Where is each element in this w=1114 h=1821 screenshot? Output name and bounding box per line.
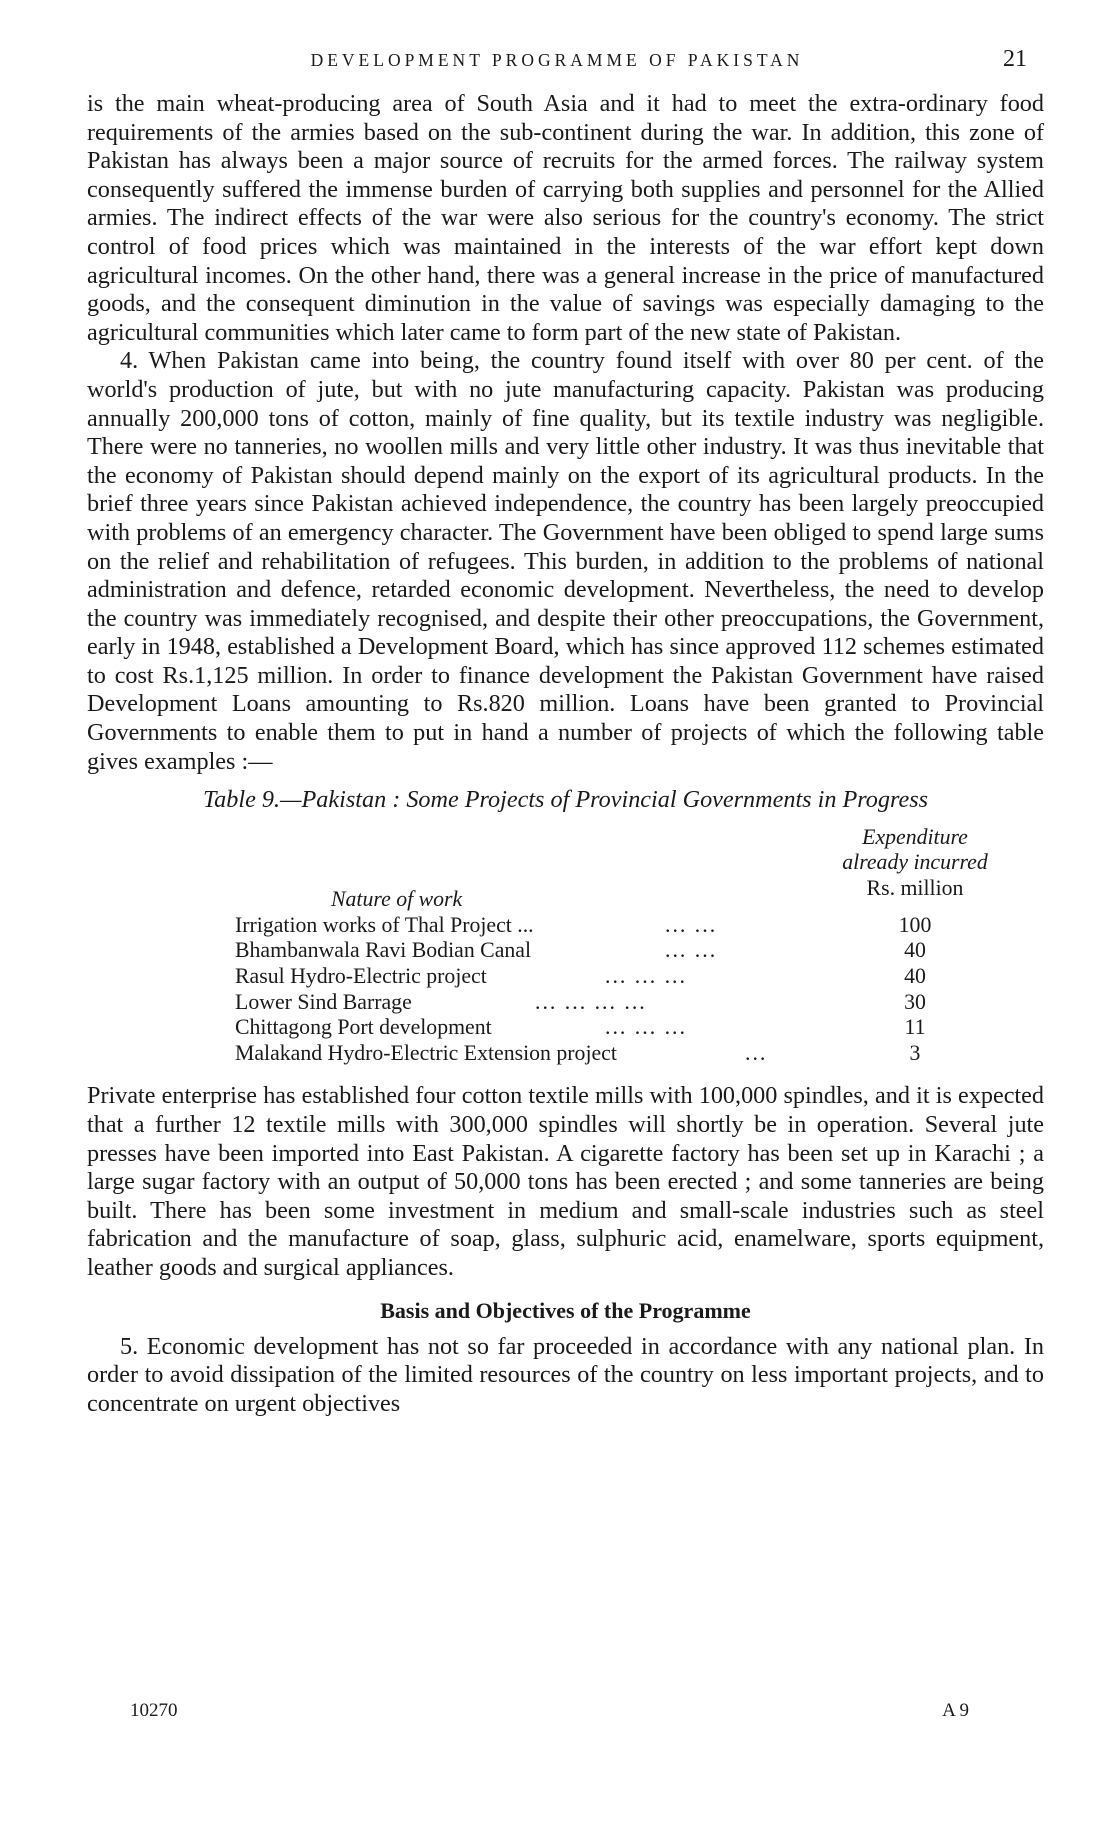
table-cell-work: Bhambanwala Ravi Bodian Canal (235, 938, 532, 963)
table-cell-value: 40 (904, 964, 926, 989)
table-cell-leader: ... (745, 1040, 768, 1065)
table-cell-leader: ... ... ... (605, 964, 687, 989)
table-cell-work: Rasul Hydro-Electric project (235, 964, 487, 989)
table-row (235, 964, 1025, 990)
table-cell-leader: ... ... ... (605, 1015, 687, 1040)
projects-table (235, 825, 1025, 1067)
table-cell-value: 3 (909, 1040, 921, 1065)
running-title: DEVELOPMENT PROGRAMME OF PAKISTAN (310, 50, 804, 70)
table-cell-value: 30 (904, 989, 926, 1014)
page-body (87, 90, 1044, 1418)
column-header-exp-line2: already incurred (842, 850, 988, 875)
paragraph-2: 4. When Pakistan came into being, the country found itself with over 80 per cent. of the world's production of jute, but with no jute manufacturing capacity. Pakistan was producing annually 200,000 tons of cotton, mainly of fine quality, but its textile industry was negligible. There were no tanneries, no woollen mills and very little other industry. It was thus inevitable that the economy of Pakistan should depend mainly on the export of its agricultural products. In the brief three years since Pakistan achieved independence, the country has been largely preoccupied with problems of an emergency character. The Government have been obliged to spend large sums on the relief and rehabilitation of refugees. This burden, in addition to the problems of national administration and defence, retarded economic development. Nevertheless, the need to develop the country was immediately recognised, and despite their other preoccupations, the Government, early in 1948, established a Development Board, which has since approved 112 schemes estimated to cost Rs.1,125 million. In order to finance development the Pakistan Government have raised Development Loans amounting to Rs.820 million. Loans have been granted to Provincial Governments to enable them to put in hand a number of projects of which the following table gives examples :— (87, 347, 1044, 775)
printer-code: 10270 (130, 1700, 178, 1721)
column-header-expenditure (815, 825, 1015, 901)
table-cell-value: 100 (898, 912, 932, 937)
table-cell-value: 11 (904, 1015, 926, 1040)
table-cell-value: 40 (904, 938, 926, 963)
column-header-exp-line1: Expenditure (862, 824, 968, 849)
column-header-exp-unit: Rs. million (866, 875, 964, 900)
table-row (235, 938, 1025, 964)
running-header (87, 46, 1027, 76)
section-heading: Basis and Objectives of the Programme (380, 1297, 751, 1323)
table-row (235, 990, 1025, 1016)
table-cell-work: Lower Sind Barrage (235, 989, 412, 1014)
table-row (235, 1015, 1025, 1041)
table-row (235, 913, 1025, 939)
page-footer (130, 1700, 969, 1728)
table-cell-work: Chittagong Port development (235, 1015, 492, 1040)
table-cell-work: Malakand Hydro-Electric Extension project (235, 1040, 617, 1065)
table-cell-leader: ... ... (665, 912, 718, 937)
signature-mark: A 9 (942, 1700, 969, 1721)
table-cell-leader: ... ... (665, 938, 718, 963)
page-number: 21 (1003, 46, 1027, 72)
column-header-nature: Nature of work (331, 887, 463, 912)
table-title: Table 9.—Pakistan : Some Projects of Provincial Governments in Progress (202, 786, 929, 814)
table-row (235, 1041, 1025, 1067)
table-cell-work: Irrigation works of Thal Project ... (235, 912, 534, 937)
table-header-row (235, 825, 1025, 913)
paragraph-3: Private enterprise has established four cotton textile mills with 100,000 spindles, and it is expected that a further 12 textile mills with 300,000 spindles will shortly be in operation. Several jute presses have been imported into East Pakistan. A cigarette factory has been set up in Karachi ; a large sugar factory with an output of 50,000 tons has been erected ; and some tanneries are being built. There has been some investment in medium and small-scale industries such as steel fabrication and the manufacture of soap, glass, sulphuric acid, enamelware, sports equipment, leather goods and surgical appliances. (87, 1082, 1044, 1281)
table-cell-leader: ... ... ... ... (535, 989, 647, 1014)
paragraph-4: 5. Economic development has not so far proceeded in accordance with any national plan. In order to avoid dissipation of the limited resources of the country on less important projects, and to concentrate on urgent objectives (87, 1332, 1044, 1417)
paragraph-1: is the main wheat-producing area of South Asia and it had to meet the extra-ordinary food requirements of the armies based on the sub-continent during the war. In addition, this zone of Pakistan has always been a major source of recruits for the armed forces. The railway system consequently suffered the immense burden of carrying both supplies and personnel for the Allied armies. The indirect effects of the war were also serious for the country's economy. The strict control of food prices which was maintained in the interests of the war effort kept down agricultural incomes. On the other hand, there was a general increase in the price of manufactured goods, and the consequent diminution in the value of savings was especially damaging to the agricultural communities which later came to form part of the new state of Pakistan. (87, 90, 1044, 346)
